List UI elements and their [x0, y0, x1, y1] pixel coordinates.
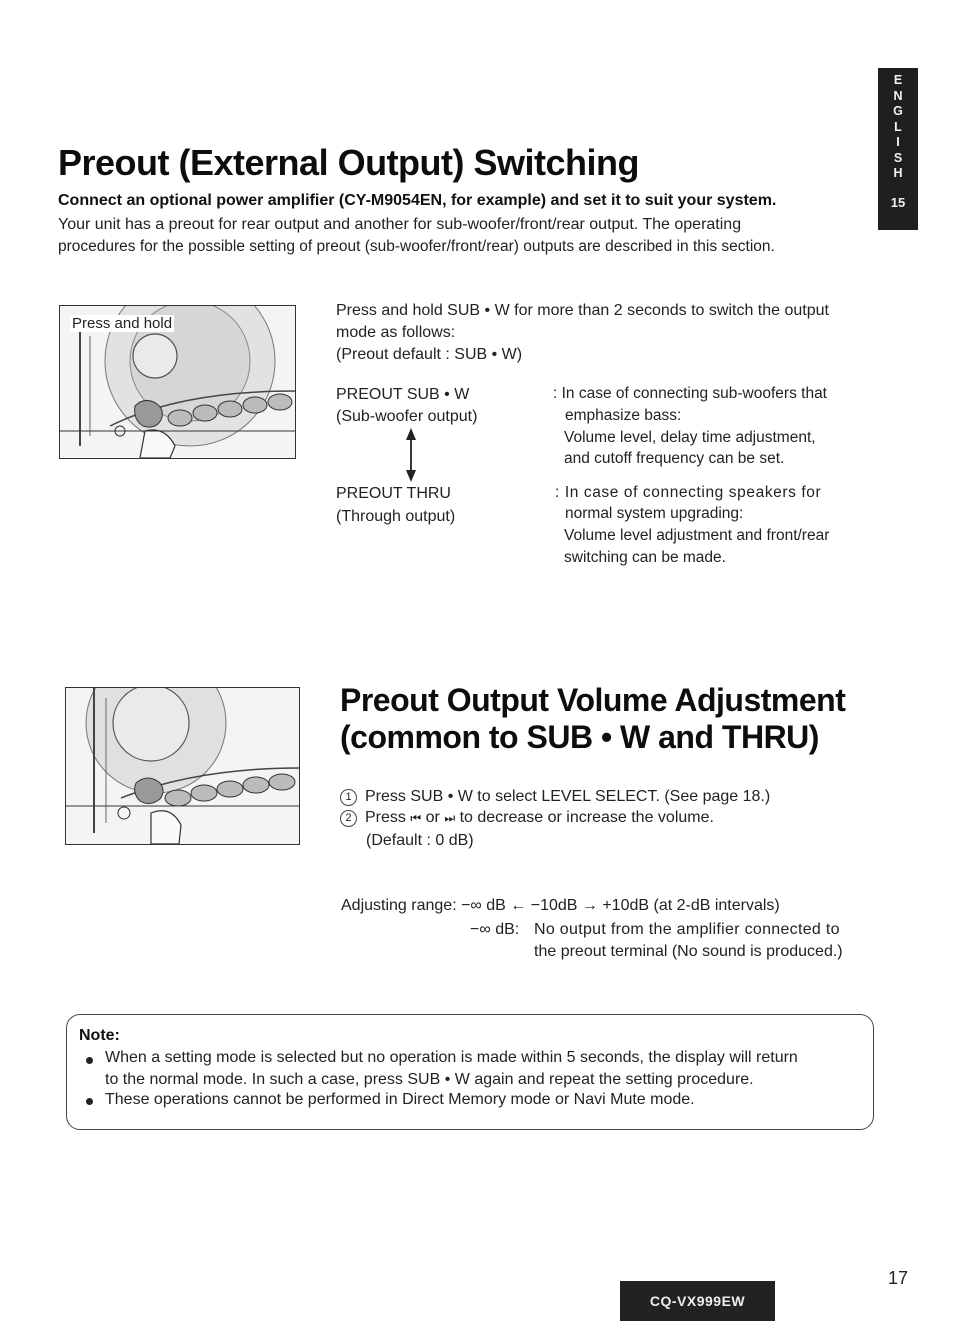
language-tab-letter: S — [893, 150, 903, 165]
instruction-line-2: mode as follows: — [336, 324, 456, 341]
skip-forward-icon: ⏭ — [444, 811, 456, 825]
note-item-2: These operations cannot be performed in Direct Memory mode or Navi Mute mode. — [105, 1091, 695, 1108]
section-title-volume-adjustment — [340, 682, 845, 756]
language-tab — [878, 68, 918, 230]
intro-line-1: Your unit has a preout for rear output and another for sub-woofer/front/rear output. The operating — [58, 216, 742, 233]
mode-sub-w-name: PREOUT SUB • W — [336, 386, 470, 403]
range-note-prefix: −∞ dB: — [470, 921, 520, 938]
note-heading: Note: — [79, 1027, 120, 1044]
mode-sub-w-desc-1: : In case of connecting sub-woofers that — [553, 385, 827, 402]
bullet-icon — [86, 1098, 93, 1105]
language-tab-letter: H — [893, 166, 903, 180]
press-hold-label: Press and hold — [72, 315, 173, 332]
language-tab-letter: G — [893, 104, 903, 118]
language-tab-letter: I — [896, 135, 900, 149]
double-arrow-icon — [402, 428, 420, 482]
mode-sub-w-subtitle: (Sub-woofer output) — [336, 408, 478, 425]
bullet-icon — [86, 1057, 93, 1064]
language-tab-letter: N — [893, 88, 903, 103]
intro-bold-text: Connect an optional power amplifier (CY-M9054EN, for example) and set it to suit your system. — [58, 192, 777, 209]
mode-thru-desc-3: Volume level adjustment and front/rear — [564, 527, 830, 544]
step-2-or: or — [425, 809, 440, 826]
range-note-line-1: No output from the amplifier connected to — [534, 921, 840, 938]
step-1-number: 1 — [340, 789, 357, 806]
head-unit-drawing-2 — [66, 688, 299, 844]
mode-sub-w-desc-2: emphasize bass: — [565, 407, 682, 424]
step-2-default: (Default : 0 dB) — [366, 832, 474, 849]
intro-line-2: procedures for the possible setting of preout (sub-woofer/front/rear) outputs are described in this section. — [58, 238, 775, 255]
note-item-1-line-1: When a setting mode is selected but no operation is made within 5 seconds, the display will return — [105, 1049, 798, 1066]
mode-thru-name: PREOUT THRU — [336, 485, 451, 502]
step-1-text: Press SUB • W to select LEVEL SELECT. (See page 18.) — [365, 788, 771, 805]
step-2-number: 2 — [340, 810, 357, 827]
step-1 — [340, 786, 770, 808]
section-title-preout-switching: Preout (External Output) Switching — [58, 142, 640, 183]
language-tab-number: 15 — [890, 194, 906, 210]
instruction-line-1: Press and hold SUB • W for more than 2 seconds to switch the output — [336, 302, 829, 319]
language-tab-letter: E — [893, 73, 903, 87]
language-tab-letters — [878, 68, 918, 182]
page-number: 17 — [888, 1268, 909, 1288]
step-2-text: to decrease or increase the volume. — [459, 809, 714, 826]
note-item-1-line-2: to the normal mode. In such a case, press SUB • W again and repeat the setting procedure. — [105, 1071, 754, 1088]
head-unit-illustration-press-hold — [59, 305, 296, 459]
step-2-prefix: Press — [365, 809, 406, 826]
step-2 — [340, 807, 714, 829]
language-tab-letter: L — [894, 119, 902, 134]
section-title-line-1: Preout Output Volume Adjustment — [340, 682, 846, 718]
mode-thru-desc-4: switching can be made. — [564, 549, 726, 566]
mode-thru-desc-1: : In case of connecting speakers for — [555, 484, 822, 501]
head-unit-illustration-volume — [65, 687, 300, 845]
skip-back-icon: ⏮ — [410, 811, 422, 825]
note-box — [66, 1014, 874, 1130]
instruction-line-3: (Preout default : SUB • W) — [336, 346, 523, 363]
mode-sub-w-desc-4: and cutoff frequency can be set. — [564, 450, 785, 467]
mode-thru-subtitle: (Through output) — [336, 508, 456, 525]
mode-thru-desc-2: normal system upgrading: — [565, 505, 744, 522]
adjusting-range: Adjusting range: −∞ dB ← −10dB → +10dB (at 2-dB intervals) — [341, 897, 780, 914]
model-badge: CQ-VX999EW — [620, 1281, 775, 1321]
range-note-line-2: the preout terminal (No sound is produced.) — [534, 943, 843, 960]
mode-sub-w-desc-3: Volume level, delay time adjustment, — [564, 429, 816, 446]
section-title-line-2: (common to SUB • W and THRU) — [340, 718, 819, 755]
